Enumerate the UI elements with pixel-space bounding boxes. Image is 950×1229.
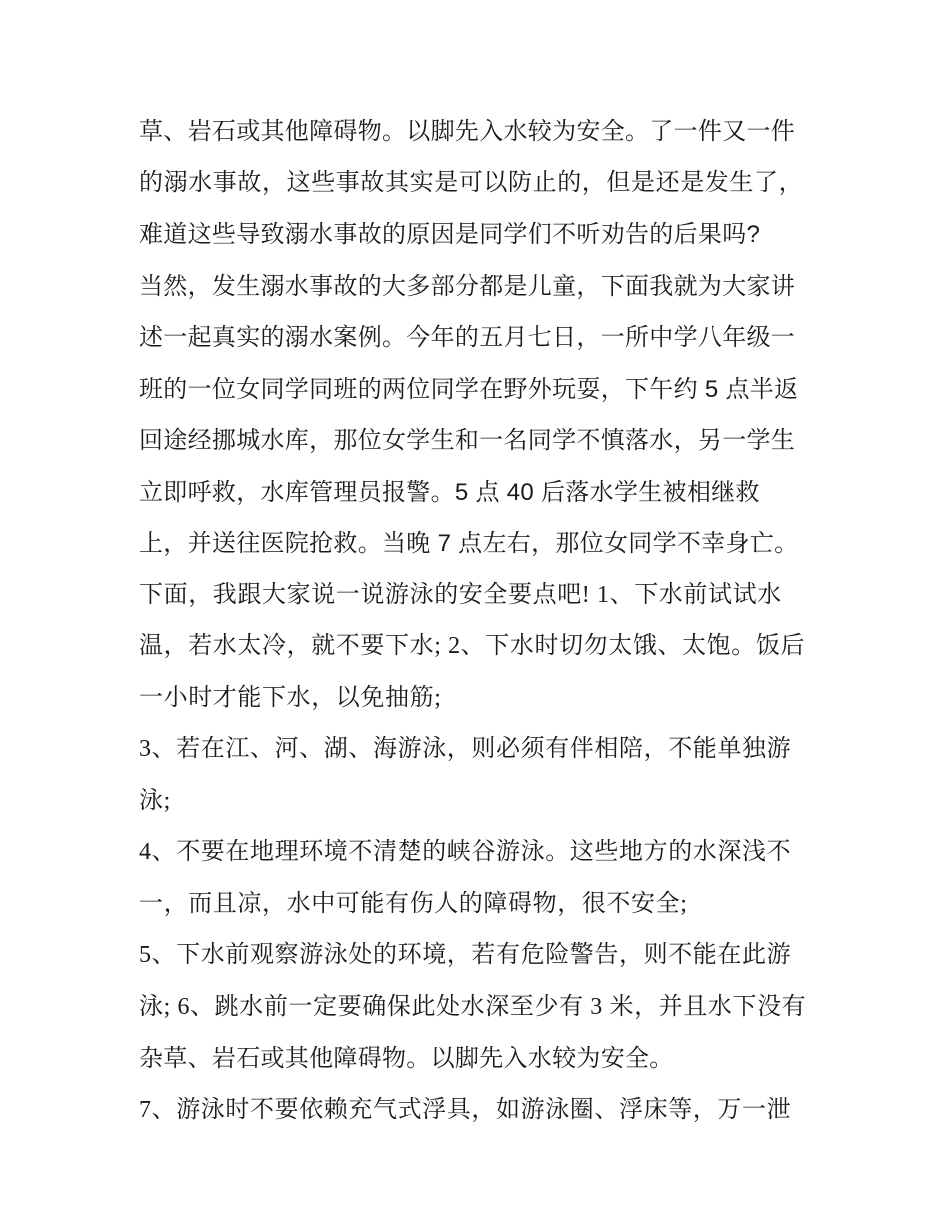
text-line: 3、若在江、河、湖、海游泳，则必须有伴相陪，不能单独游 [139,736,792,762]
text-line: 杂草、岩石或其他障碍物。以脚先入水较为安全。 [139,1045,674,1072]
text-line: 泳; 6、跳水前一定要确保此处水深至少有 3 米，并且水下没有 [139,993,807,1020]
text-line: 的溺水事故，这些事故其实是可以防止的，但是还是发生了， [139,169,804,196]
text-line: 回途经挪城水库，那位女学生和一名同学不慎落水，另一学生 [139,427,796,454]
text-line: 一小时才能下水，以免抽筋; [139,684,442,711]
text-line: 泳; [139,787,171,814]
text-line: 述一起真实的溺水案例。今年的五月七日，一所中学八年级一 [139,324,796,351]
text-line: 草、岩石或其他障碍物。以脚先入水较为安全。了一件又一件 [139,118,796,145]
document-body [139,106,819,1136]
text-line: 5、下水前观察游泳处的环境，若有危险警告，则不能在此游 [139,942,792,968]
text-line: 4、不要在地理环境不清楚的峡谷游泳。这些地方的水深浅不 [139,839,792,865]
text-line: 上，并送往医院抢救。当晚 7 点左右，那位女同学不幸身亡。 [139,530,799,557]
text-line: 班的一位女同学同班的两位同学在野外玩耍，下午约 5 点半返 [139,375,799,403]
text-line: 一，而且凉，水中可能有伤人的障碍物，很不安全; [139,890,688,917]
text-line: 7、游泳时不要依赖充气式浮具，如游泳圈、浮床等，万一泄 [139,1096,792,1123]
text-line: 难道这些导致溺水事故的原因是同学们不听劝告的后果吗? [139,221,761,248]
text-line: 当然，发生溺水事故的大多部分都是儿童，下面我就为大家讲 [139,272,796,300]
text-line: 温，若水太冷，就不要下水; 2、下水时切勿太饿、太饱。饭后 [139,633,806,659]
text-line: 下面，我跟大家说一说游泳的安全要点吧! 1、下水前试试水 [139,581,782,608]
text-line: 立即呼救，水库管理员报警。5 点 40 后落水学生被相继救 [139,478,760,506]
